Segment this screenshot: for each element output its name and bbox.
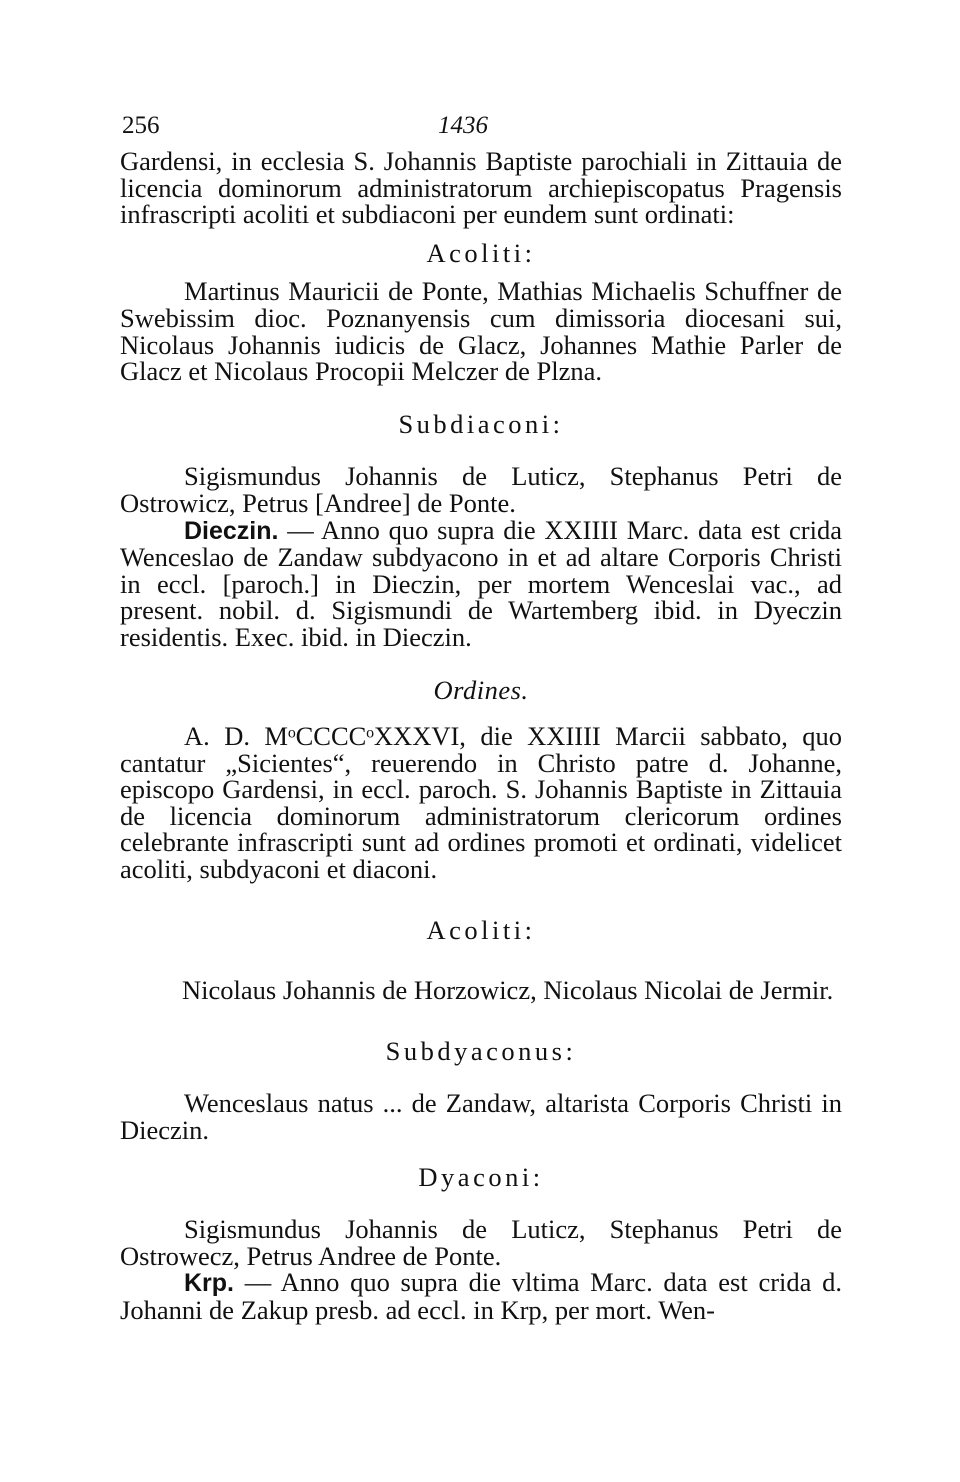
section-heading-acoliti-2: Acoliti: (426, 914, 536, 945)
section-heading-subdyaconus: Subdyaconus: (385, 1035, 577, 1066)
section-heading-ordines: Ordines. (433, 674, 529, 705)
running-year: 1436 (438, 112, 488, 139)
section-heading-subdiaconi: Subdiaconi: (398, 408, 564, 439)
acoliti-2-list-paragraph: Nicolaus Johannis de Horzowicz, Nicolaus Nicolai de Jermir. (182, 975, 834, 1006)
subdiaconi-list-paragraph: Sigismundus Johannis de Luticz, Stephanus Petri de Ostrowicz, Petrus [Andree] de Ponte. (120, 461, 842, 518)
acoliti-list-paragraph: Martinus Mauricii de Ponte, Mathias Michaelis Schuffner de Swebissim dioc. Poznanyensis cum dimissoria diocesani sui, Nicolaus Johannis iudicis de Glacz, Johannes Mathie Parler de Glacz et Nicolaus Procopii Melczer de Plzna. (120, 276, 842, 387)
subdyaconus-paragraph: Wenceslaus natus ... de Zandaw, altarista Corporis Christi in Dieczin. (120, 1088, 842, 1146)
dieczin-entry-text: — Anno quo supra die XXIIII Marc. data est crida Wenceslao de Zandaw subdyacono in et ad altare Corporis Christi in eccl. [paroch.] in Dieczin, per mortem Wenceslai vac., ad present. nobil. d. Sigismundi de Wartemberg ibid. in Dyeczin residentis. Exec. ibid. in Dieczin. (120, 514, 842, 652)
intro-paragraph: Gardensi, in ecclesia S. Johannis Baptiste parochiali in Zittauia de licencia dominorum administratorum archiepiscopatus Pragensis infrascripti acoliti et subdiaconi per eundem sunt ordinati: (120, 146, 842, 230)
section-heading-acoliti: Acoliti: (426, 237, 536, 268)
running-header (120, 112, 842, 148)
dyaconi-list-paragraph: Sigismundus Johannis de Luticz, Stephanus Petri de Ostrowecz, Petrus Andree de Ponte. (120, 1214, 842, 1271)
krp-entry-text: — Anno quo supra die vltima Marc. data est crida d. Johanni de Zakup presb. ad eccl. in Krp, per mort. Wen- (120, 1267, 842, 1325)
krp-entry-paragraph (120, 1269, 842, 1323)
ordines-paragraph: A. D. MᵒCCCCᵒXXXVI, die XXIIII Marcii sabbato, quo cantatur „Sicientes“, reuerendo in Christo patre d. Johanne, episcopo Gardensi, in eccl. paroch. S. Johannis Baptiste in Zittauia de licencia dominorum administratorum clericorum ordines celebrante infrascripti sunt ad ordines promoti et ordinati, videlicet acoliti, subdyaconi et diaconi. (120, 721, 842, 885)
document-page (120, 112, 842, 1324)
section-heading-dyaconi: Dyaconi: (418, 1161, 544, 1192)
page-number: 256 (122, 112, 160, 139)
place-name-dieczin: Dieczin. (184, 516, 279, 545)
dieczin-entry-paragraph (120, 514, 842, 652)
place-name-krp: Krp. (184, 1269, 234, 1298)
